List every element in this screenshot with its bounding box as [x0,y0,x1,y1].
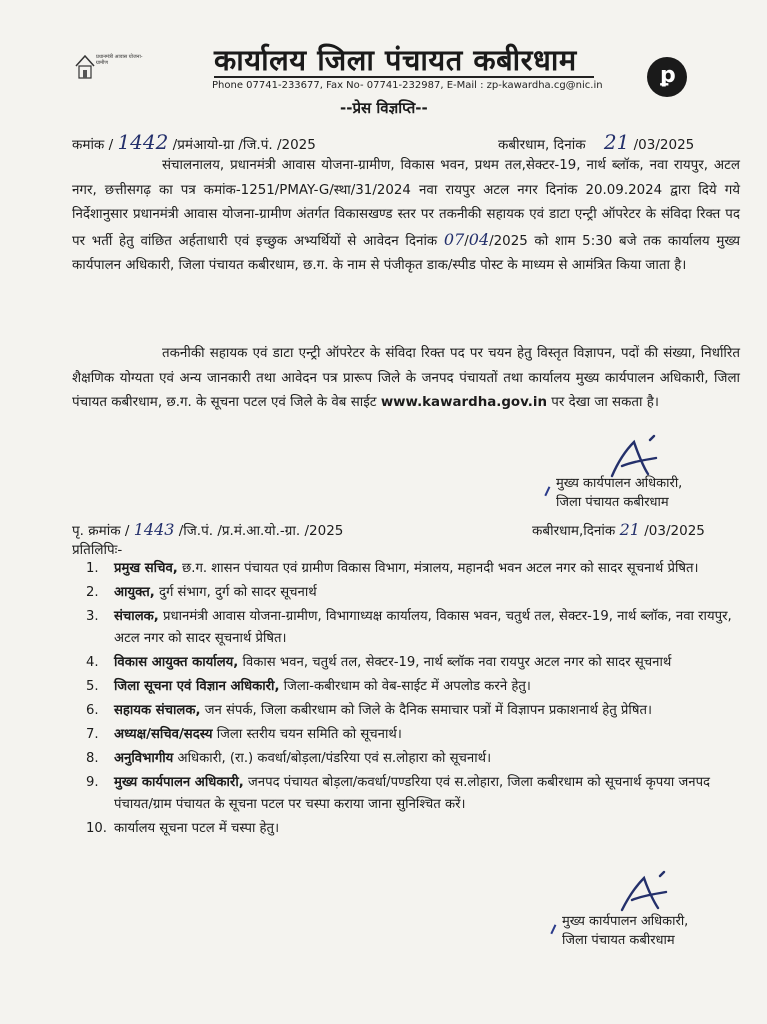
copy-to-list [86,558,736,842]
para2-text: तकनीकी सहायक एवं डाटा एन्ट्री ऑपरेटर के संविदा रिक्त पद पर चयन हेतु विस्तृत विज्ञापन, पदों की संख्या, निर्धारित शैक्षणिक योग्यता एवं अन्य जानकारी तथा आवेदन पत्र प्रारूप जिले के जनपद पंचायतों तथा कार्यालय मुख्य कार्यपालन अधिकारी, जिला पंचायत कबीरधाम, छ.ग. के सूचना पटल एवं जिले के वेब साईट [72,346,740,411]
copy-item-body [114,652,671,674]
copy-list-item [86,558,736,580]
handwritten-application-day: 07 [443,229,465,249]
copy-list-item [86,818,736,840]
copy-item-text: अधिकारी, (रा.) कवर्धा/बोड़ला/पंडरिया एवं स.लोहारा को सूचनार्थ। [177,751,492,766]
copy-item-body [114,558,699,580]
copy-item-text: जिला-कबीरधाम को वेब-साईट में अपलोड करने हेतु। [283,679,531,694]
copy-item-body [114,676,531,698]
copy-item-text: दुर्ग संभाग, दुर्ग को सादर सूचनार्थ [158,585,317,600]
copy-item-number: 3. [86,609,99,624]
copy-item-text: जन संपर्क, जिला कबीरधाम को जिले के दैनिक समाचार पत्रों में विज्ञापन प्रकाशनार्थ हेतु प्रेषित। [204,703,652,718]
handwritten-endorsement-number: 1443 [133,520,175,539]
copy-item-number: 7. [86,727,99,742]
signature2-designation: मुख्य कार्यपालन अधिकारी, [562,914,689,929]
copy-item-number: 6. [86,703,99,718]
signature2-office: जिला पंचायत कबीरधाम [562,933,675,948]
endorsement-date-line [532,520,705,539]
signature1-designation: मुख्य कार्यपालन अधिकारी, [556,476,683,491]
copy-item-recipient: मुख्य कार्यपालन अधिकारी, [114,775,244,790]
copy-item-body [114,700,652,722]
copy-item-body [114,818,279,840]
copy-list-item [86,700,736,722]
para1-text-before: संचालनालय, प्रधानमंत्री आवास योजना-ग्रामीण, विकास भवन, प्रथम तल,सेक्टर-19, नार्थ ब्लॉक, नवा रायपुर, अटल नगर, छत्तीसगढ़ का पत्र कमांक-1251/PMAY-G/स्था/31/2024 नवा रायपुर अटल नगर दिनांक 20.09.2024 द्वारा दिये गये निर्देशानुसार प्रधानमंत्री आवास योजना-ग्रामीण अंतर्गत विकासखण्ड स्तर पर तकनीकी सहायक एवं डाटा एन्ट्री ऑपरेटर के संविदा रिक्त पद पर भर्ती हेतु वांछित अर्हताधारी एवं इच्छुक अभ्यर्थियों से आवेदन दिनांक [72,158,740,249]
copy-item-number: 4. [86,655,99,670]
house-icon [74,52,96,82]
copy-item-body [114,582,317,604]
copy-item-recipient: अध्यक्ष/सचिव/सदस्य [114,727,213,742]
copy-item-number: 10. [86,821,107,836]
copy-item-body [114,772,736,816]
copy-list-item [86,606,736,650]
copy-item-text: जनपद पंचायत बोड़ला/कवर्धा/पण्डरिया एवं स.लोहारा, जिला कबीरधाम को सूचनार्थ कृपया जनपद पंचायत/ग्राम पंचायत के सूचना पटल पर चस्पा कराया जाना सुनिश्चित करें। [114,775,711,812]
endorsement-date-suffix: /03/2025 [644,523,705,539]
copy-item-recipient: आयुक्त, [114,585,155,600]
website-link[interactable]: www.kawardha.gov.in [380,395,547,411]
ref-suffix: /प्रमंआयो-ग्रा /जि.पं. /2025 [172,137,316,153]
endorsement-prefix: पृ. क्रमांक / [72,523,130,539]
body-paragraph-1: संचालनालय, प्रधानमंत्री आवास योजना-ग्रामीण, विकास भवन, प्रथम तल,सेक्टर-19, नार्थ ब्लॉक, नवा रायपुर, अटल नगर, छत्तीसगढ़ का पत्र कमांक-1251/PMAY-G/स्था/31/2024 नवा रायपुर अटल नगर दिनांक 20.09.2024 द्वारा दिये गये निर्देशानुसार प्रधानमंत्री आवास योजना-ग्रामीण अंतर्गत विकासखण्ड स्तर पर तकनीकी सहायक एवं डाटा एन्ट्री ऑपरेटर के संविदा रिक्त पद पर भर्ती हेतु वांछित अर्हताधारी एवं इच्छुक अभ्यर्थियों से आवेदन दिनांक 07/04/2025 को शाम 5:30 बजे तक कार्यालय मुख्य कार्यपालन अधिकारी, जिला पंचायत कबीरधाम, छ.ग. के नाम से पंजीकृत डाक/स्पीड पोस्ट के माध्यम से आमंत्रित किया जाता है। [72,158,740,274]
copy-item-number: 2. [86,585,99,600]
copy-item-recipient: सहायक संचालक, [114,703,201,718]
header-rule [214,76,594,78]
handwritten-endorsement-day: 21 [619,520,640,539]
copy-list-item [86,652,736,674]
copy-item-body [114,606,736,650]
ref-date-suffix: /03/2025 [633,137,695,153]
copy-item-recipient: अनुविभागीय [114,751,174,766]
logo-right-glyph: ꝑ [660,63,676,88]
pmay-g-logo [74,52,144,92]
para2-text-end: पर देखा जा सकता है। [551,395,659,411]
endorsement-date-prefix: कबीरधाम,दिनांक [532,523,616,539]
copy-item-recipient: जिला सूचना एवं विज्ञान अधिकारी, [114,679,280,694]
zila-panchayat-logo [647,57,687,97]
copy-item-recipient: प्रमुख सचिव, [114,561,178,576]
copy-list-item [86,748,736,770]
copy-item-recipient: संचालक, [114,609,159,624]
signature-block-1 [556,474,682,512]
endorsement-suffix: /जि.पं. /प्र.मं.आ.यो.-ग्रा. /2025 [178,523,344,539]
copy-list-item [86,582,736,604]
handwritten-application-month: 04 [468,229,490,249]
copy-to-label: प्रतिलिपिः- [72,542,123,558]
body-paragraph-2 [72,342,740,416]
copy-item-text: प्रधानमंत्री आवास योजना-ग्रामीण, विभागाध्यक्ष कार्यालय, विकास भवन, चतुर्थ तल, सेक्टर-19, नार्थ ब्लॉक, नवा रायपुर, अटल नगर को सादर सूचनार्थ प्रेषित। [114,609,732,646]
ref-prefix: कमांक / [72,137,114,153]
copy-item-body [114,724,402,746]
copy-item-text: जिला स्तरीय चयन समिति को सूचनार्थ। [216,727,402,742]
copy-item-number: 1. [86,561,99,576]
para1-text-after: /2025 को शाम 5:30 बजे तक कार्यालय मुख्य कार्यपालन अधिकारी, जिला पंचायत कबीरधाम, छ.ग. के नाम से पंजीकृत डाक/स्पीड पोस्ट के माध्यम से आमंत्रित किया जाता है। [72,233,740,274]
copy-item-recipient: विकास आयुक्त कार्यालय, [114,655,239,670]
endorsement-ref-line [72,520,343,539]
copy-item-body [114,748,491,770]
ref-number-line [72,130,316,154]
signature-block-2 [562,912,688,950]
handwritten-ref-day: 21 [603,130,630,154]
signature1-office: जिला पंचायत कबीरधाम [556,495,669,510]
ref-date-line [498,130,694,154]
copy-list-item [86,724,736,746]
handwritten-ref-number: 1442 [117,130,169,154]
copy-item-text: विकास भवन, चतुर्थ तल, सेक्टर-19, नार्थ ब्लॉक नवा रायपुर अटल नगर को सादर सूचनार्थ [242,655,672,670]
copy-item-text: कार्यालय सूचना पटल में चस्पा हेतु। [114,821,280,836]
copy-item-number: 8. [86,751,99,766]
copy-list-item [86,676,736,698]
logo-left-text: प्रधानमंत्री आवास योजना-ग्रामीण [96,54,143,66]
copy-item-number: 9. [86,775,99,790]
press-release-heading: --प्रेस विज्ञप्ति-- [340,99,428,117]
office-contact: Phone 07741-233677, Fax No- 07741-232987, E-Mail : zp-kawardha.cg@nic.in [212,80,603,91]
ref-date-prefix: कबीरधाम, दिनांक [498,137,586,153]
copy-item-text: छ.ग. शासन पंचायत एवं ग्रामीण विकास विभाग, मंत्रालय, महानदी भवन अटल नगर को सादर सूचनार्थ प्रेषित। [182,561,699,576]
copy-list-item [86,772,736,816]
copy-item-number: 5. [86,679,99,694]
office-title: कार्यालय जिला पंचायत कबीरधाम [214,43,577,77]
